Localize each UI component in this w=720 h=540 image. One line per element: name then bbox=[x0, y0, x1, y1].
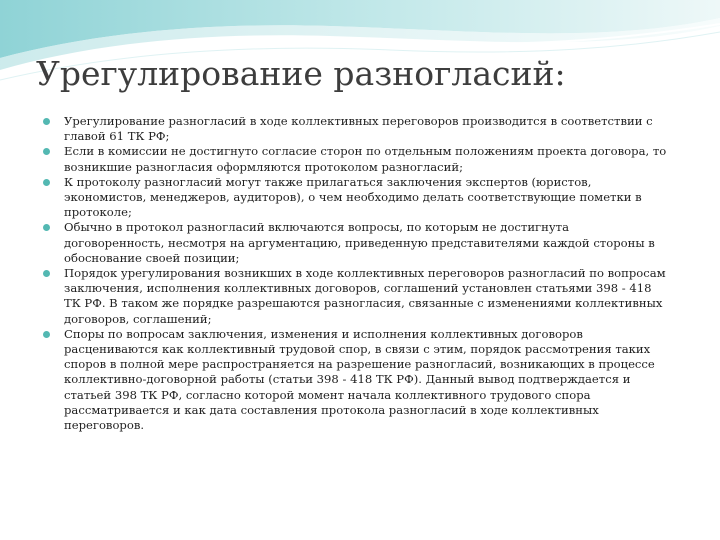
bullet-item bbox=[40, 144, 668, 174]
bullet-dot-icon bbox=[43, 331, 50, 338]
bullet-text: Урегулирование разногласий в ходе коллективных переговоров производится в соответствии с главой 61 ТК РФ; bbox=[64, 114, 653, 144]
bullet-dot-icon bbox=[43, 270, 50, 277]
bullet-list bbox=[40, 114, 668, 433]
bullet-item bbox=[40, 220, 668, 266]
bullet-dot-icon bbox=[43, 224, 50, 231]
bullet-dot-icon bbox=[43, 179, 50, 186]
bullet-dot-icon bbox=[43, 148, 50, 155]
bullet-item bbox=[40, 266, 668, 327]
bullet-text: Споры по вопросам заключения, изменения и исполнения коллективных договоров расцениваются как коллективный трудовой спор, в связи с этим, порядок рассмотрения таких споров в полной мере распространяется на разрешение разногласий, возникающих в процессе коллективно-договорной работы (статьи 398 - 418 ТК РФ). Данный вывод подтверждается и статьей 398 ТК РФ, согласно которой момент начала коллективного трудового спора рассматривается и как дата составления протокола разногласий в ходе коллективных переговоров. bbox=[64, 326, 655, 433]
bullet-text: Порядок урегулирования возникших в ходе коллективных переговоров разногласий по вопросам заключения, исполнения коллективных договоров, соглашений установлен статьями 398 - 418 ТК РФ. В таком же порядке разрешаются разногласия, связанные с изменениями коллективных договоров, соглашений; bbox=[64, 266, 666, 326]
bullet-text: Обычно в протокол разногласий включаются вопросы, по которым не достигнута договоренность, несмотря на аргументацию, приведенную представителями каждой стороны в обоснование своей позиции; bbox=[64, 220, 655, 265]
bullet-text: К протоколу разногласий могут также прилагаться заключения экспертов (юристов, экономистов, менеджеров, аудиторов), о чем необходимо делать соответствующие пометки в протоколе; bbox=[64, 174, 642, 220]
slide-title: Урегулирование разногласий: bbox=[36, 54, 566, 93]
bullet-item bbox=[40, 327, 668, 433]
bullet-text: Если в комиссии не достигнуто согласие сторон по отдельным положениям проекта договора, то возникшие разногласия оформляются протоколом разногласий; bbox=[64, 144, 667, 174]
bullet-dot-icon bbox=[43, 118, 50, 125]
bullet-item bbox=[40, 114, 668, 144]
bullet-item bbox=[40, 175, 668, 221]
